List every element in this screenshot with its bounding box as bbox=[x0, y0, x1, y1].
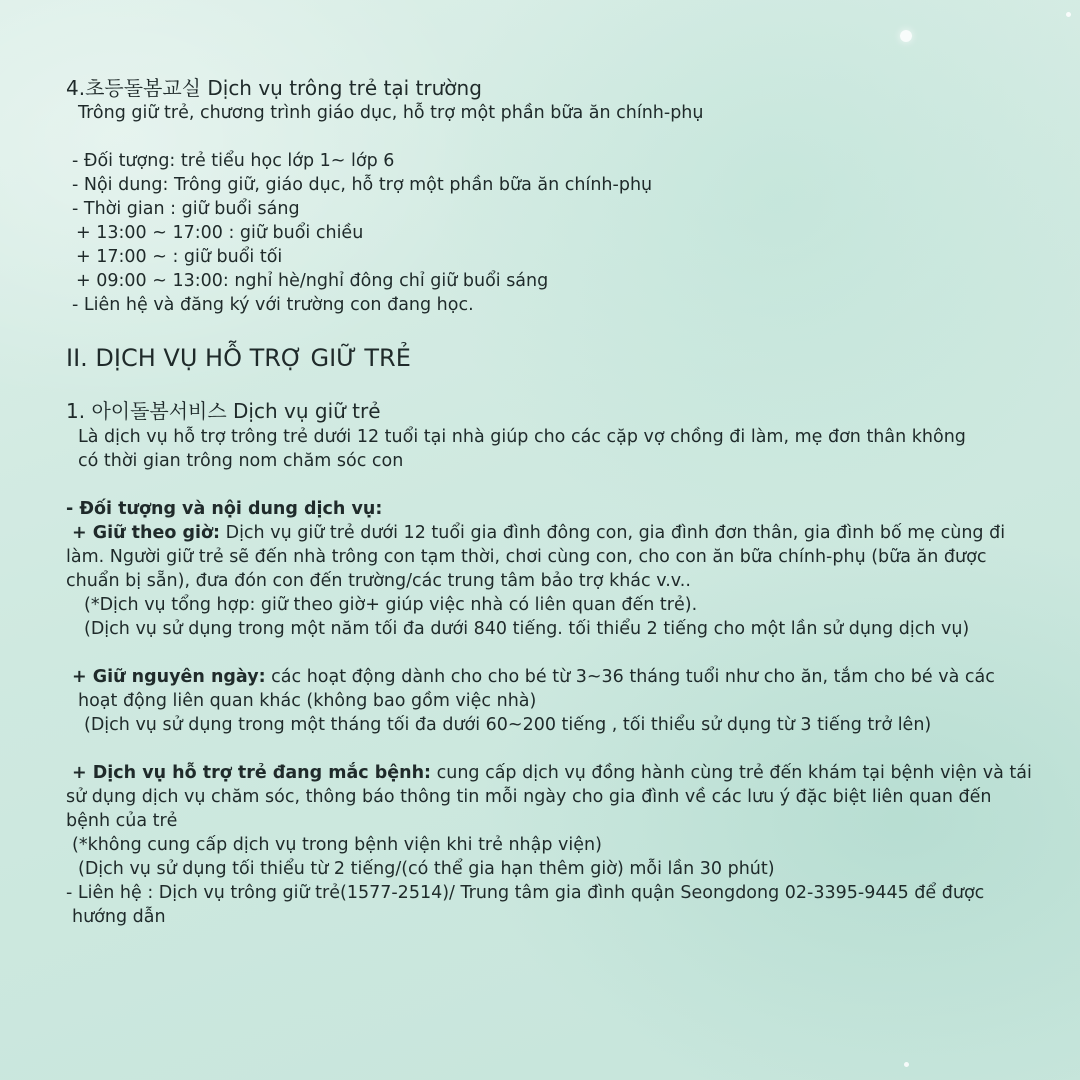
hourly-note: (*Dịch vụ tổng hợp: giữ theo giờ+ giúp việc nhà có liên quan đến trẻ). bbox=[84, 595, 698, 615]
part4-bullet: + 13:00 ~ 17:00 : giữ buổi chiều bbox=[76, 223, 364, 243]
sick-note: (Dịch vụ sử dụng tối thiểu từ 2 tiếng/(có thể gia hạn thêm giờ) mỗi lần 30 phút) bbox=[78, 859, 775, 879]
hourly-note: (Dịch vụ sử dụng trong một năm tối đa dưới 840 tiếng. tối thiểu 2 tiếng cho một lần sử dụng dịch vụ) bbox=[84, 619, 970, 639]
part4-heading: 4.초등돌봄교실 Dịch vụ trông trẻ tại trường bbox=[66, 76, 482, 100]
sick-label: + Dịch vụ hỗ trợ trẻ đang mắc bệnh: bbox=[72, 763, 432, 783]
part4-bullet: + 09:00 ~ 13:00: nghỉ hè/nghỉ đông chỉ giữ buổi sáng bbox=[76, 271, 549, 291]
fullday-text: hoạt động liên quan khác (không bao gồm việc nhà) bbox=[78, 691, 537, 711]
sick-text: cung cấp dịch vụ đồng hành cùng trẻ đến khám tại bệnh viện và tái bbox=[431, 763, 1032, 783]
hourly-text: làm. Người giữ trẻ sẽ đến nhà trông con tạm thời, chơi cùng con, cho con ăn bữa chính-phụ (bữa ăn được bbox=[66, 547, 987, 567]
target-label: - Đối tượng và nội dung dịch vụ: bbox=[66, 499, 383, 519]
service1-intro: có thời gian trông nom chăm sóc con bbox=[78, 451, 404, 471]
sick-first-line bbox=[72, 761, 1032, 785]
part4-summary: Trông giữ trẻ, chương trình giáo dục, hỗ trợ một phần bữa ăn chính-phụ bbox=[78, 103, 704, 123]
fullday-text: các hoạt động dành cho cho bé từ 3~36 tháng tuổi như cho ăn, tắm cho bé và các bbox=[265, 667, 995, 687]
hourly-label: + Giữ theo giờ: bbox=[72, 523, 221, 543]
sick-note: (*không cung cấp dịch vụ trong bệnh viện khi trẻ nhập viện) bbox=[72, 835, 602, 855]
fullday-first-line bbox=[72, 665, 995, 689]
section-title: II. DỊCH VỤ HỖ TRỢ GIỮ TRẺ bbox=[66, 344, 411, 372]
contact-line: hướng dẫn bbox=[72, 907, 166, 927]
fullday-note: (Dịch vụ sử dụng trong một tháng tối đa dưới 60~200 tiếng , tối thiểu sử dụng từ 3 tiếng trở lên) bbox=[84, 715, 932, 735]
part4-bullet: - Nội dung: Trông giữ, giáo dục, hỗ trợ một phần bữa ăn chính-phụ bbox=[72, 175, 653, 195]
hourly-first-line bbox=[72, 521, 1005, 545]
part4-bullet: - Đối tượng: trẻ tiểu học lớp 1~ lớp 6 bbox=[72, 151, 395, 171]
service1-intro: Là dịch vụ hỗ trợ trông trẻ dưới 12 tuổi tại nhà giúp cho các cặp vợ chồng đi làm, mẹ đơn thân không bbox=[78, 427, 966, 447]
service1-heading: 1. 아이돌봄서비스 Dịch vụ giữ trẻ bbox=[66, 399, 381, 423]
sick-text: sử dụng dịch vụ chăm sóc, thông báo thông tin mỗi ngày cho gia đình về các lưu ý đặc biệt liên quan đến bbox=[66, 787, 992, 807]
part4-bullet: - Liên hệ và đăng ký với trường con đang học. bbox=[72, 295, 474, 315]
part4-bullet: - Thời gian : giữ buổi sáng bbox=[72, 199, 300, 219]
sick-text: bệnh của trẻ bbox=[66, 811, 178, 831]
part4-bullet: + 17:00 ~ : giữ buổi tối bbox=[76, 247, 283, 267]
hourly-text: Dịch vụ giữ trẻ dưới 12 tuổi gia đình đông con, gia đình đơn thân, gia đình bố mẹ cùng đi bbox=[220, 523, 1006, 543]
contact-line: - Liên hệ : Dịch vụ trông giữ trẻ(1577-2514)/ Trung tâm gia đình quận Seongdong 02-3395-9445 để được bbox=[66, 883, 985, 903]
hourly-text: chuẩn bị sẵn), đưa đón con đến trường/các trung tâm bảo trợ khác v.v.. bbox=[66, 571, 691, 591]
fullday-label: + Giữ nguyên ngày: bbox=[72, 667, 266, 687]
